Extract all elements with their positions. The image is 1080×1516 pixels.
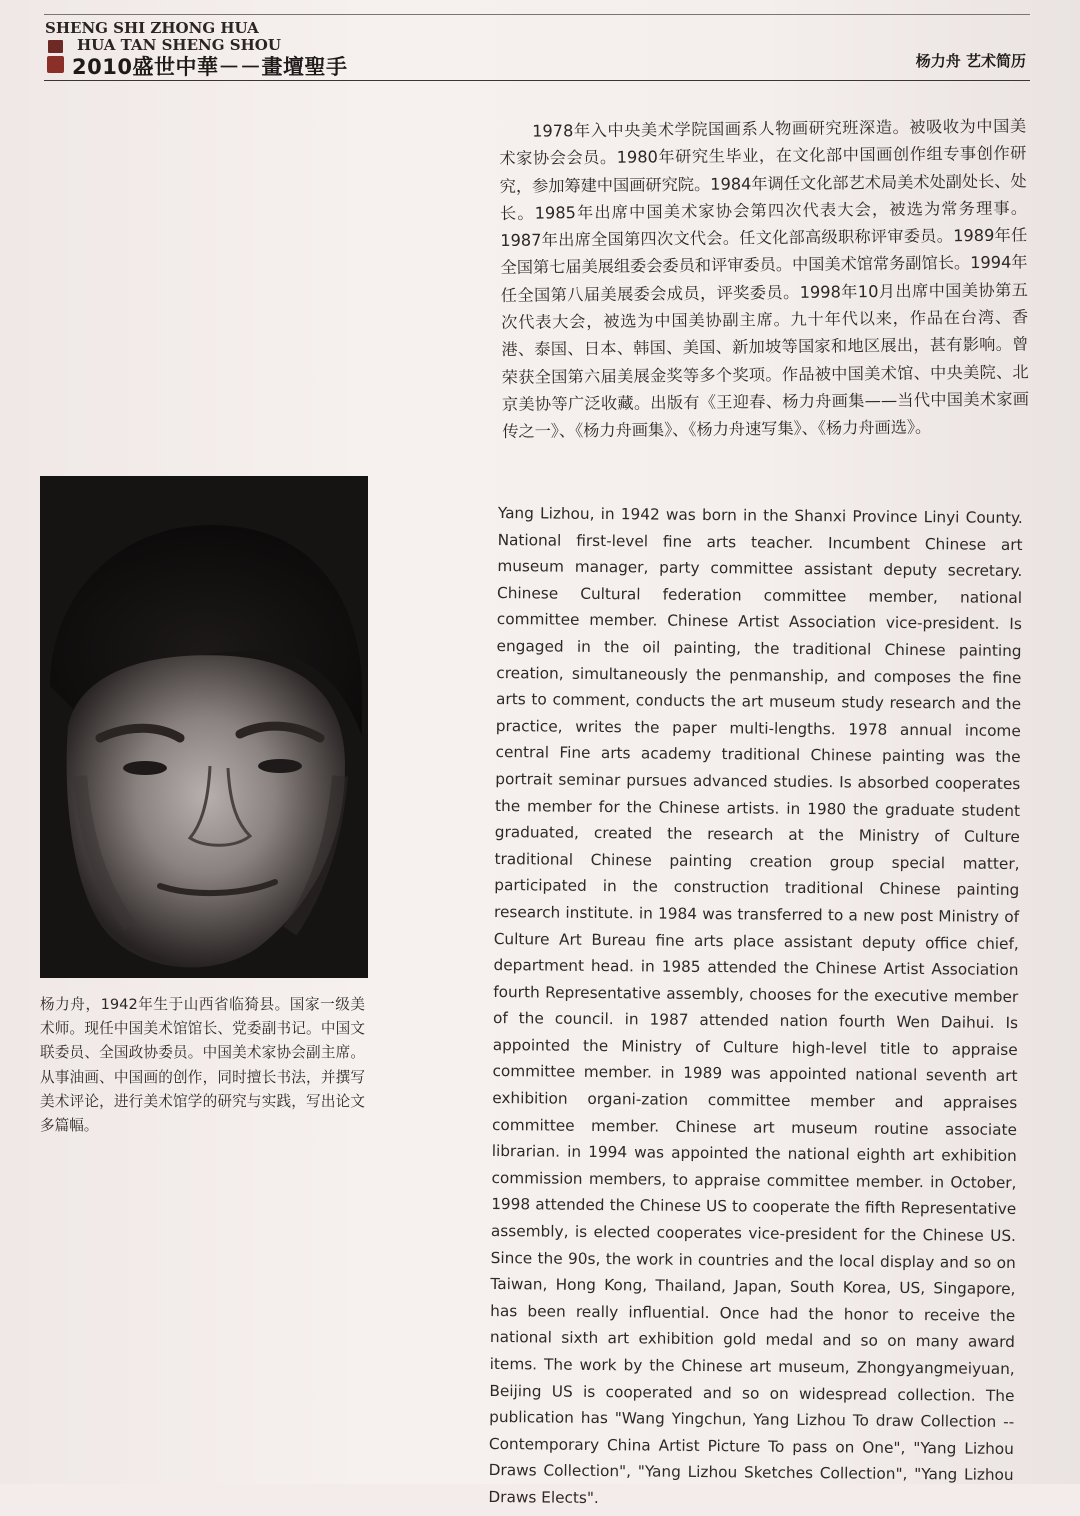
header-rule: [44, 80, 1030, 81]
header-english-line-1: SHENG SHI ZHONG HUA: [45, 19, 259, 37]
portrait-illustration: [40, 476, 368, 978]
header-section-label: 杨力舟 艺术简历: [915, 52, 1026, 70]
chinese-biography-text: 1978年入中央美术学院国画系人物画研究班深造。被吸收为中国美术家协会会员。1980年研究生毕业，在文化部中国画创作组专事创作研究，参加筹建中国画研究院。1984年调任文化部艺术局美术处副处长、处长。1985年出席中国美术家协会第四次代表大会，被选为常务理事。1987年出席全国第四次文代会。任文化部高级职称评审委员。1989年任全国第七届美展组委会委员和评审委员。中国美术馆常务副馆长。1994年任全国第八届美展委会成员，评奖委员。1998年10月出席中国美协第五次代表大会，被选为中国美协副主席。九十年代以来，作品在台湾、香港、泰国、日本、韩国、美国、新加坡等国家和地区展出，甚有影响。曾荣获全国第六届美展金奖等多个奖项。作品被中国美术馆、中央美院、北京美协等广泛收藏。出版有《王迎春、杨力舟画集——当代中国美术家画传之一》、《杨力舟画集》、《杨力舟速写集》、《杨力舟画选》。: [499, 116, 1030, 442]
top-rule: [44, 14, 1030, 15]
english-biography-text: Yang Lizhou, in 1942 was born in the Shanxi Province Linyi County. National first-level fine arts teacher. Incumbent Chinese art museum manager, party committee assistant deputy secretary. Chinese Cultural federation committee member, national committee member. Chinese Artist Association vice-president. Is engaged in the oil painting, the traditional Chinese painting creation, simultaneously the penmanship, and composes the fine arts to comment, conducts the art museum study research and the practice, writes the paper multi-lengths. 1978 annual income central Fine arts academy traditional Chinese painting was the portrait seminar pursues advanced studies. Is absorbed cooperates the member for the Chinese artists. in 1980 the graduate student graduated, created the research at the Ministry of Culture traditional Chinese painting creation group special matter, participated in the construction traditional Chinese painting research institute. in 1984 was transferred to a new post Ministry of Culture Art Bureau fine arts place assistant deputy office chief, department head. in 1985 attended the Chinese Artist Association fourth Representative assembly, chooses for the executive member of the council. in 1987 attended nation fourth Wen Daihui. Is appointed the Ministry of Culture high-level title to appraise committee member. in 1989 was appointed national seventh art exhibition organi-zation committee member and appraises committee member. Chinese art museum routine associate librarian. in 1994 was appointed the national eighth art exhibition commission members, to appraise committee member. in October, 1998 attended the Chinese US to cooperate the fifth Representative assembly, is elected cooperates vice-president for the Chinese US. Since the 90s, the work in countries and the local display and so on Taiwan, Hong Kong, Thailand, Japan, South Korea, US, Singapore, has been really influential. Once had the honor to receive the national sixth art exhibition gold medal and so on many award items. The work by the Chinese art museum, Zhongyangmeiyuan, Beijing US is cooperated and so on widespread collection. The publication has "Wang Yingchun, Yang Lizhou To draw Collection -- Contemporary China Artist Picture To pass on One", "Yang Lizhou Draws Collection", "Yang Lizhou Sketches Collection", "Yang Lizhou Draws Elects".: [488, 503, 1023, 1507]
header-english-line-2: HUA TAN SHENG SHOU: [77, 36, 281, 54]
artist-portrait-photo: [40, 476, 368, 978]
red-seal-icon: [46, 40, 66, 74]
header-chinese-title: 2010盛世中華－－畫壇聖手: [72, 55, 348, 79]
portrait-caption-chinese: 杨力舟，1942年生于山西省临猗县。国家一级美术师。现任中国美术馆馆长、党委副书记。中国文联委员、全国政协委员。中国美术家协会副主席。从事油画、中国画的创作，同时擅长书法，并撰写美术评论，进行美术馆学的研究与实践，写出论文多篇幅。: [40, 996, 365, 1135]
